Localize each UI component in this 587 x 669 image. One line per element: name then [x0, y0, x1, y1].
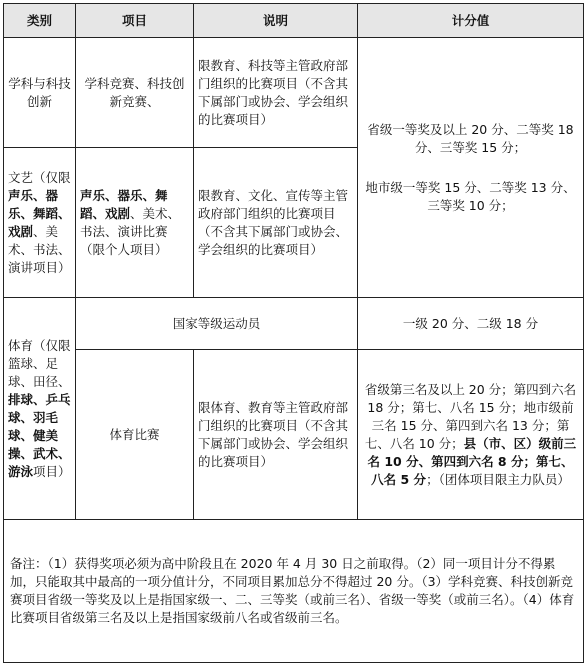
header-item: 项目	[76, 4, 194, 38]
arts-category-bold: 声乐、器乐、舞蹈、戏剧	[8, 187, 71, 239]
competition-description: 限体育、教育等主管政府部门组织的比赛项目（不含其下属部门或协会、学会组织的比赛项目）	[194, 350, 358, 520]
header-row	[4, 4, 584, 38]
arts-item-bold: 声乐、器乐、舞蹈、戏剧	[80, 187, 168, 221]
athlete-score: 一级 20 分、二级 18 分	[358, 298, 584, 350]
arts-category-text: 文艺（仅限	[8, 169, 71, 185]
header-category: 类别	[4, 4, 76, 38]
score-provincial: 省级一等奖及以上 20 分、二等奖 18 分、三等奖 15 分；	[367, 121, 574, 155]
competition-score-text: 省级第三名及以上 20 分；第四到六名 18 分；第七、八名 15 分；地市级前三名 15 分、第四到六名 13 分；第七、八名 10 分；	[364, 381, 577, 451]
row-note	[4, 520, 584, 663]
score-city: 地市级一等奖 15 分、二等奖 13 分、三等奖 10 分；	[365, 179, 576, 213]
shared-score-cell	[358, 38, 584, 298]
header-score: 计分值	[358, 4, 584, 38]
competition-item: 体育比赛	[76, 350, 194, 520]
science-description: 限教育、科技等主管政府部门组织的比赛项目（不含其下属部门或协会、学会组织的比赛项目）	[194, 38, 358, 148]
athlete-item: 国家等级运动员	[76, 298, 358, 350]
science-item: 学科竞赛、科技创新竞赛、	[76, 38, 194, 148]
row-sports-competition	[4, 350, 584, 520]
sports-category-text: 体育（仅限篮球、足球、田径、	[8, 337, 71, 389]
science-category: 学科与科技创新	[4, 38, 76, 148]
sports-category	[4, 298, 76, 520]
header-description: 说明	[194, 4, 358, 38]
arts-item-rest: 、美术、书法、演讲比赛（限个人项目）	[80, 205, 181, 257]
arts-description: 限教育、文化、宣传等主管政府部门组织的比赛项目（不含其下属部门或协会、学会组织的比赛项目）	[194, 148, 358, 298]
sports-category-bold: 排球、乒乓球、羽毛球、健美操、武术、游泳	[8, 391, 71, 479]
note-text: 备注：（1）获得奖项必须为高中阶段且在 2020 年 4 月 30 日之前取得。（2）同一项目计分不得累加，只能取其中最高的一项分值计分，不同项目累加总分不得超过 20 分。（3）学科竞赛、科技创新竞赛项目省级一等奖及以上是指国家级一、二、三等奖（或前三名）、省级一等奖（或前三名）。（4）体育比赛项目省级第三名及以上是指国家级前八名或省级前三名。	[4, 520, 584, 663]
arts-category	[4, 148, 76, 298]
scoring-table	[3, 3, 584, 663]
row-sports-athlete	[4, 298, 584, 350]
sports-category-rest: 项目）	[33, 463, 71, 479]
competition-score-bold: 县（市、区）级前三名 10 分、第四到六名 8 分；第七、八名 5 分	[367, 435, 577, 487]
competition-score	[358, 350, 584, 520]
arts-item	[76, 148, 194, 298]
arts-category-rest: 、美术、书法、演讲项目）	[8, 223, 71, 275]
row-science	[4, 38, 584, 148]
competition-score-tail: ；（团体项目限主力队员）	[426, 471, 570, 487]
